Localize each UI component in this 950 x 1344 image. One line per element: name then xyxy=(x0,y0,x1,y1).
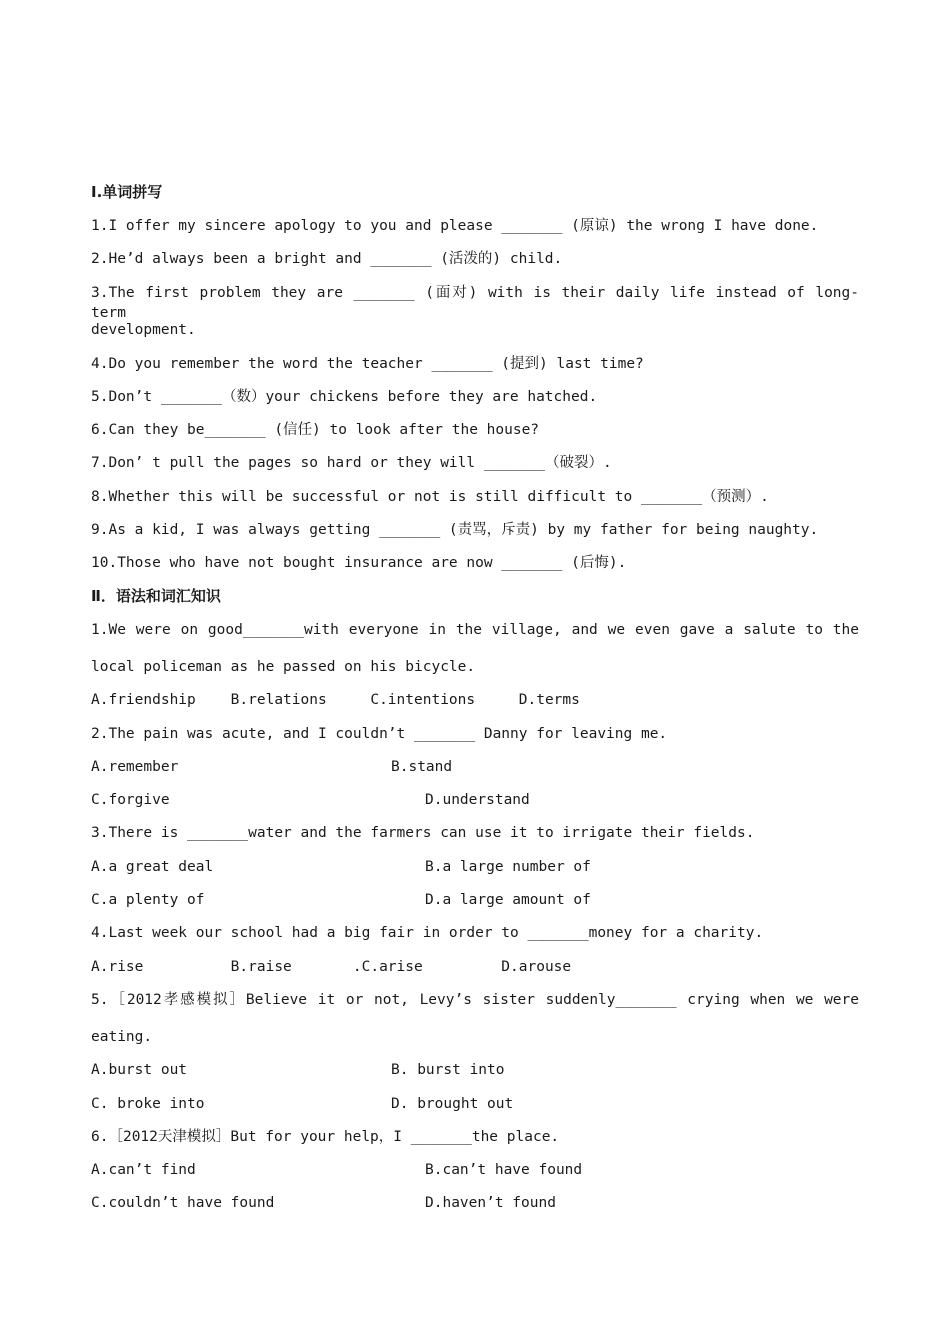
option-2-3-b: B.a large number of xyxy=(425,859,591,875)
question-2-6: 6.［2012天津模拟］But for your help，I _______the place. xyxy=(91,1129,560,1145)
question-1-7: 7.Don’ t pull the pages so hard or they will _______（破裂）. xyxy=(91,455,612,471)
option-2-2-b: B.stand xyxy=(391,759,453,775)
option-2-6-b: B.can’t have found xyxy=(425,1162,583,1178)
question-1-9: 9.As a kid, I was always getting _______ (责骂，斥责) by my father for being naughty. xyxy=(91,522,819,538)
question-2-5-cont: eating. xyxy=(91,1029,153,1045)
question-2-3: 3.There is _______water and the farmers can use it to irrigate their fields. xyxy=(91,825,755,841)
option-2-2-c: C.forgive xyxy=(91,792,170,808)
section-2-heading: Ⅱ．语法和词汇知识 xyxy=(91,587,221,605)
question-2-1-options: A.friendship B.relations C.intentions D.terms xyxy=(91,692,580,708)
question-2-4: 4.Last week our school had a big fair in order to _______money for a charity. xyxy=(91,925,764,941)
option-2-5-b: B. burst into xyxy=(391,1062,505,1078)
question-1-5: 5.Don’t _______（数）your chickens before they are hatched. xyxy=(91,389,598,405)
question-2-1: 1.We were on good_______with everyone in the village, and we even gave a salute to the xyxy=(91,622,859,638)
question-1-6: 6.Can they be_______ (信任) to look after the house? xyxy=(91,422,540,438)
option-2-3-a: A.a great deal xyxy=(91,859,214,875)
question-2-1-cont: local policeman as he passed on his bicycle. xyxy=(91,659,476,675)
option-2-5-d: D. brought out xyxy=(391,1096,514,1112)
option-2-3-c: C.a plenty of xyxy=(91,892,205,908)
option-2-5-a: A.burst out xyxy=(91,1062,188,1078)
question-1-4: 4.Do you remember the word the teacher _______ (提到) last time? xyxy=(91,356,644,372)
option-2-2-a: A.remember xyxy=(91,759,179,775)
option-2-5-c: C. broke into xyxy=(91,1096,205,1112)
option-2-2-d: D.understand xyxy=(425,792,530,808)
question-2-4-options: A.rise B.raise .C.arise D.arouse xyxy=(91,959,572,975)
question-1-10: 10.Those who have not bought insurance are now _______ (后悔). xyxy=(91,555,627,571)
option-2-6-c: C.couldn’t have found xyxy=(91,1195,275,1211)
question-1-3-cont: development. xyxy=(91,322,196,338)
question-1-3: 3.The first problem they are _______ (面对) with is their daily life instead of long-term xyxy=(91,285,859,321)
question-2-2: 2.The pain was acute, and I couldn’t _______ Danny for leaving me. xyxy=(91,726,668,742)
question-1-2: 2.He’d always been a bright and _______ (活泼的) child. xyxy=(91,251,563,267)
question-2-5: 5.［2012孝感模拟］Believe it or not, Levy’s sister suddenly_______ crying when we were xyxy=(91,992,859,1008)
option-2-6-a: A.can’t find xyxy=(91,1162,196,1178)
question-1-8: 8.Whether this will be successful or not is still difficult to _______（预测）. xyxy=(91,489,769,505)
option-2-3-d: D.a large amount of xyxy=(425,892,591,908)
question-1-1: 1.I offer my sincere apology to you and please _______ (原谅) the wrong I have done. xyxy=(91,218,819,234)
section-1-heading: Ⅰ.单词拼写 xyxy=(91,183,163,201)
option-2-6-d: D.haven’t found xyxy=(425,1195,556,1211)
